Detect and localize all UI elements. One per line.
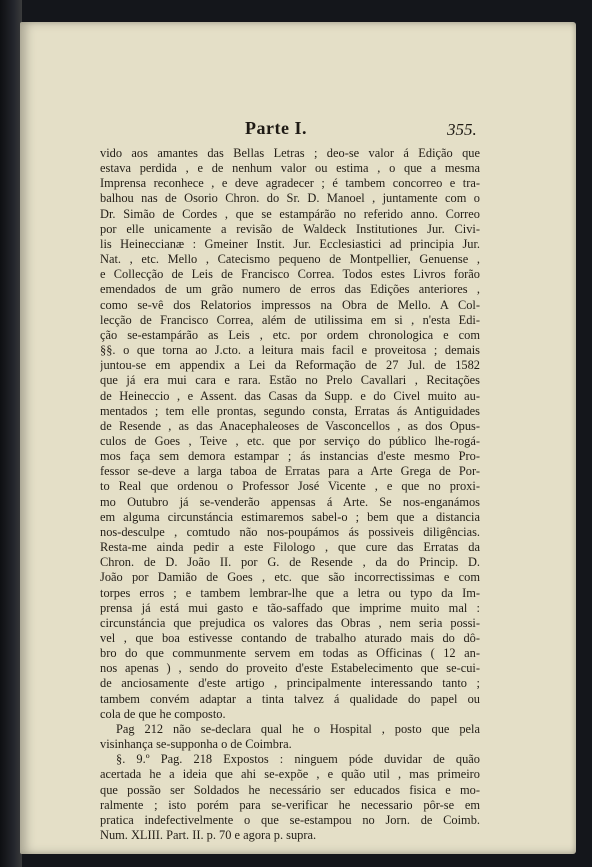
text-line: cola de que he composto. (100, 706, 226, 721)
text-line: Pag 212 não se-declara qual he o Hospital , posto que pela (116, 721, 480, 736)
text-line: juntou-se em appendix a Lei da Reformação de 27 Jul. de 1582 (100, 358, 480, 373)
text-line: visinhança se-supponha o de Coimbra. (100, 737, 292, 752)
text-line: Dr. Simão de Cordes , que se estampárão no referido anno. Correo (100, 206, 480, 221)
text-line: fessor se-deve a larga taboa de Erratas para a Arte Grega de Por- (100, 464, 480, 479)
text-line: to Real que ordenou o Professor José Vicente , e que no proxi- (100, 479, 480, 494)
text-line: mo Outubro já se-venderão appensas á Arte. Se nos-enganámos (100, 494, 480, 509)
text-line: Resta-me ainda pedir a este Filologo , que cure das Erratas da (100, 540, 480, 555)
text-line: mos faça sem demora estampar ; ás instancias d'este mesmo Pro- (100, 449, 480, 464)
text-line: prensa já está mui gasto e tão-saffado que imprime muito mal : (100, 600, 480, 615)
book-page (20, 22, 576, 854)
text-line: bro do que communmente servem em todas as Officinas ( 12 an- (100, 646, 480, 661)
text-line: culos de Goes , Teive , etc. que por serviço do público lhe-rogá- (100, 433, 480, 448)
text-line: que possão ser Soldados he necessário ser educados fisica e mo- (100, 782, 480, 797)
text-line: §. 9.º Pag. 218 Expostos : ninguem póde duvidar de quão (116, 752, 480, 767)
text-line: Imprensa reconhece , e deve agradecer ; é tambem concorreo e tra- (100, 176, 480, 191)
text-line: ção se-estampárão as Leis , etc. por ordem chronologica e com (100, 327, 480, 342)
running-head: Parte I. (245, 118, 307, 138)
page-header (20, 118, 576, 144)
body-text (100, 146, 480, 843)
page-number: 355. (447, 120, 477, 139)
text-line: que já era mui cara e rara. Estão no Prelo Cavallari , Recitações (100, 373, 480, 388)
paragraph (100, 722, 480, 752)
text-line: emendados de um grão numero de erros das Edições anteriores , (100, 282, 480, 297)
text-line: ralmente ; isto porém para se-verificar he necessario pôr-se em (100, 797, 480, 812)
text-line: vel , que boa estivesse contando de trabalho aturado mais do dô- (100, 631, 480, 645)
text-line: João por Damião de Goes , etc. que são incorrectissimas e com (100, 570, 480, 585)
text-line: nos-desculpe , comtudo não nos-poupámos ás possiveis diligências. (100, 524, 480, 539)
text-line: de Heineccio , e Assent. das Casas da Supp. e do Civel muito au- (100, 388, 480, 403)
text-line: lecção de Francisco Correa, além de utilissima em si , n'esta Edi- (100, 312, 480, 327)
text-line: Nat. , etc. Mello , Catecismo pequeno de Montpellier, Genuense , (100, 252, 480, 267)
text-line: como se-vê dos Relatorios impressos na Obra de Mello. A Col- (100, 297, 480, 312)
text-line: por elle unicamente a revisão de Waldeck Institutiones Jur. Civi- (100, 221, 480, 236)
text-line: estava perdida , e de nenhum valor ou estima , o que a mesma (100, 161, 480, 176)
text-line: balhou nas de Osorio Chron. do Sr. D. Manoel , juntamente com o (100, 191, 480, 206)
text-line: torpes erros ; e tambem lembrar-lhe que a letra ou typo da Im- (100, 585, 480, 600)
text-line: nos apenas ) , sendo do proveito d'este Estabelecimento que se-cui- (100, 661, 480, 676)
text-line: de Resende , as das Anacephaleoses de Vasconcellos , as dos Opus- (100, 418, 480, 433)
text-line: e Collecção de Leis de Francisco Correa. Todos estes Livros forão (100, 267, 480, 282)
paragraph (100, 146, 480, 722)
text-line: §§. o que torna ao J.cto. a leitura mais facil e proveitosa ; demais (100, 343, 480, 358)
text-line: pratica indefectivelmente o que se-estampou no Jorn. de Coimb. (100, 812, 480, 827)
paragraph (100, 752, 480, 843)
text-line: circunstáncia que prejudica os valores das Obras , nem seria possi- (100, 615, 480, 630)
text-line: em alguma circunstáncia estimaremos sabel-o ; bem que a distancia (100, 509, 480, 524)
text-line: lis Heineccianæ : Gmeiner Instit. Jur. Ecclesiastici ad principia Jur. (100, 236, 480, 251)
text-line: Num. XLIII. Part. II. p. 70 e agora p. supra. (100, 828, 317, 843)
text-line: mentados ; tem elle prontas, segundo consta, Erratas ás Antiguidades (100, 403, 480, 418)
text-line: Chron. de D. João II. por G. de Resende , da do Princip. D. (100, 555, 480, 570)
book-binding-edge (0, 0, 22, 867)
text-line: de anciosamente d'este artigo , principalmente interessando tanto ; (100, 676, 480, 691)
text-line: acertada he a ideia que ahi se-expõe , e quão util , mas primeiro (100, 767, 480, 782)
text-line: tambem convém adaptar a tinta talvez á qualidade do papel ou (100, 691, 480, 706)
text-line: vido aos amantes das Bellas Letras ; deo-se valor á Edição que (100, 146, 480, 160)
